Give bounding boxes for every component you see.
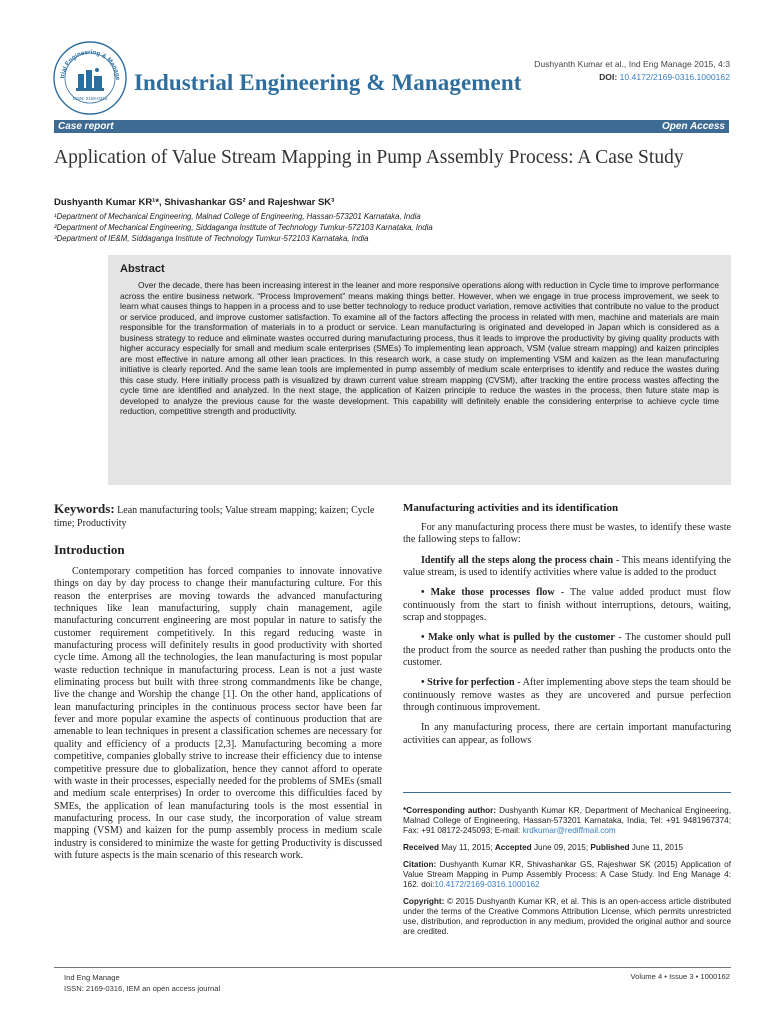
left-column: [54, 502, 382, 862]
keywords-text: Lean manufacturing tools; Value stream mapping; kaizen; Cycle time; Productivity: [54, 505, 375, 529]
keywords-label: Keywords:: [54, 501, 115, 516]
introduction-heading: Introduction: [54, 542, 125, 557]
corresponding-author-text: Dushyanth Kumar KR, Department of Mechanical Engineering, Malnad College of Engineering, Hassan-573201 Karnataka, India, Tel: +91 9481967374; Fax: +91 08172-245093; E-mail:: [403, 806, 731, 835]
correspondence-divider: [403, 792, 731, 793]
introduction-text: Contemporary competition has forced companies to innovate innovative things on day by day process to change their manufacturing culture. For this reason the enterprises are moving towards the advanced manufacturing techniques like lean manufacturing, supply chain management, agile manufacturing concurrent engineering are most popular in nature to satisfy the customer requirement competitively. In this regard reducing waste in manufacturing process will definitely results in good productivity with shorted cycle time. Among all the technologies, the lean manufacturing is most popular waste reduction technique in manufacturing process. Lean is not a just waste eliminating process but built with three strong commandments like be change, live the change and Worship the change [1]. On the other hand, applications of lean manufacturing principles in the continuous process sector have been far fever and more popular examine the aspects of continuous production that are amenable to lean techniques in present a classification schemes are necessary for quality and efficiency of a products [2,3]. Manufacturing becoming a more competitive, companies globally strive to increase their efficiency due to intense competitive pressure due to globalization, hence they cannot afford to operate with waste in their processes, especially needed for the problems of SMEs (small and medium scale enterprises) In order to overcome this difficulties faced by SMEs, the application of lean manufacturing tools is the most essential in manufacturing process. In our case study, the incorporation of value stream mapping (VSM) and kaizen for the pump assembly process in medium scale industry is considered to minimize the waste for getting Productivity is discussed with future aspects is the main scenario of this research work.: [54, 566, 382, 861]
abstract-box: [108, 255, 731, 485]
citation-text: Dushyanth Kumar KR, Shivashankar GS, Rajeshwar SK (2015) Application of Value Stream Mapping in Pump Assembly Process: A Case Study. Ind Eng Manage 4: 162. doi:: [403, 860, 731, 889]
step-text: - The value added product must flow continuously from the start to finish without interruptions, detours, waiting, scrap and stoppages.: [403, 587, 731, 624]
step-item: [403, 555, 731, 580]
copyright-block: [403, 897, 731, 937]
correspondence-block: [403, 806, 731, 944]
article-type-band: [54, 120, 729, 133]
author-list: Dushyanth Kumar KR¹*, Shivashankar GS² and Rajeshwar SK³: [54, 197, 335, 208]
step-item: [403, 632, 731, 669]
abstract-text: Over the decade, there has been increasing interest in the leaner and more responsive operations along with reduction in Cycle time to improve performance across the entire business network. “Process Improvement” means making things better. However, when we engage in true process improvement, we seek to learn what causes things to happen in a process and to use better technology to reduce product variation, remove activities that contribute no value to the product or service produced, and improve customer satisfaction. To examine all of the factors affecting the process in related with men, machine and materials are main responsible for the transformation of materials in to a product or service. Lean manufacturing is originated and developed in Japan which is considered as a business strategy to reduce and eliminate wastes occurred during manufacturing process, thus it leads to improve the productivity by giving quality products with higher accuracy especially for small and medium scale enterprises (SMEs) To implementing lean approach, VSM (value stream mapping) and kaizen principles are most effective in nature among all other lean practices. In this research work, a case study on implementing VSM and kaizen as the lean manufacturing initiative is clearly reported. And the same lean tools are implemented in pump assembly of medium scale enterprises to identify and reduce the wastes during this case study. Here initially process path is visualized by drawn current value stream mapping (CVSM), after tracking the entire process wastes affecting the cycle time are identified and analyzed. In the next stage, the application of Kaizen principle to reduce the wastes in the process, then future state map is developed to analyze the previous cause for the waste development. This capability will definitely enable the considering enterprise to achieve cycle time reduction, competitive strength and productivity.: [120, 280, 719, 416]
corresponding-author: [403, 806, 731, 836]
step-item: [403, 587, 731, 624]
doi-label: DOI:: [599, 72, 618, 82]
affiliation-3: ³Department of IE&M, Siddaganga Institute of Technology Tumkur-572103 Karnataka, India: [54, 234, 369, 243]
step-text: - The customer should pull the product from the source as needed rather than pushing the products onto the customer.: [403, 632, 731, 669]
citation-label: Citation:: [403, 860, 437, 869]
footer-journal: Ind Eng Manage: [64, 973, 120, 982]
keywords: [54, 502, 382, 530]
published-label: Published: [590, 843, 630, 852]
affiliation-1: ¹Department of Mechanical Engineering, Malnad College of Engineering, Hassan-573201 Karnataka, India: [54, 212, 421, 221]
step-title: • Make only what is pulled by the customer: [421, 632, 615, 644]
right-column: [403, 502, 731, 747]
manufacturing-heading: Manufacturing activities and its identification: [403, 502, 619, 514]
copyright-text: © 2015 Dushyanth Kumar KR, et al. This is an open-access article distributed under the terms of the Creative Commons Attribution License, which permits unrestricted use, distribution, and reproduction in any medium, provided the original author and source are credited.: [403, 897, 731, 936]
journal-logo: [52, 40, 128, 116]
doi-link[interactable]: 10.4172/2169-0316.1000162: [619, 72, 730, 82]
journal-title: Industrial Engineering & Management: [134, 70, 522, 95]
article-title: Application of Value Stream Mapping in Pump Assembly Process: A Case Study: [54, 147, 684, 168]
open-access-label: Open Access: [662, 121, 725, 132]
accepted-date: June 09, 2015;: [531, 843, 591, 852]
abstract-heading: Abstract: [120, 263, 165, 275]
footer-issn: ISSN: 2169-0316, IEM an open access journal: [64, 984, 221, 993]
citation-doi-link[interactable]: 10.4172/2169-0316.1000162: [434, 880, 540, 889]
article-type-label: Case report: [58, 121, 114, 132]
received-date: May 11, 2015;: [438, 843, 495, 852]
logo-text: trial Engineering & Manage: [59, 48, 122, 81]
article-dates: [403, 843, 731, 853]
received-label: Received: [403, 843, 439, 852]
published-date: June 11, 2015: [629, 843, 684, 852]
footer-journal-info: [64, 972, 220, 994]
affiliation-2: ²Department of Mechanical Engineering, Siddaganga Institute of Technology Tumkur-572103 Karnataka, India: [54, 223, 433, 232]
accepted-label: Accepted: [494, 843, 532, 852]
step-text: - After implementing above steps the team should be continuously remove wastes as they are uncovered and pursue perfection through continuous improvement.: [403, 677, 732, 714]
author-email-link[interactable]: krdkumar@rediffmail.com: [522, 826, 616, 835]
footer-volume: Volume 4 • Issue 3 • 1000162: [630, 972, 730, 981]
step-title: Identify all the steps along the process chain: [421, 554, 614, 566]
factory-icon: [76, 68, 104, 91]
step-title: • Strive for perfection: [421, 677, 515, 689]
header-citation-block: [534, 58, 730, 84]
manufacturing-closing: In any manufacturing process, there are certain important manufacturing activities can appear, as follows: [403, 722, 731, 746]
logo-issn: ISSN: 2169-0316: [72, 96, 108, 101]
citation-block: [403, 860, 731, 890]
footer-divider: [54, 967, 731, 968]
manufacturing-intro: For any manufacturing process there must be wastes, to identify these waste the fallowing steps to fallow:: [403, 522, 731, 546]
affiliations: [54, 211, 433, 244]
copyright-label: Copyright:: [403, 897, 445, 906]
step-item: [403, 677, 731, 714]
step-title: • Make those processes flow: [421, 587, 555, 599]
step-text: - This means identifying the value stream, is used to identify activities where value is added to the product: [403, 554, 731, 579]
corresponding-author-label: *Corresponding author:: [403, 806, 497, 815]
header-citation: Dushyanth Kumar et al., Ind Eng Manage 2015, 4:3: [534, 59, 730, 69]
